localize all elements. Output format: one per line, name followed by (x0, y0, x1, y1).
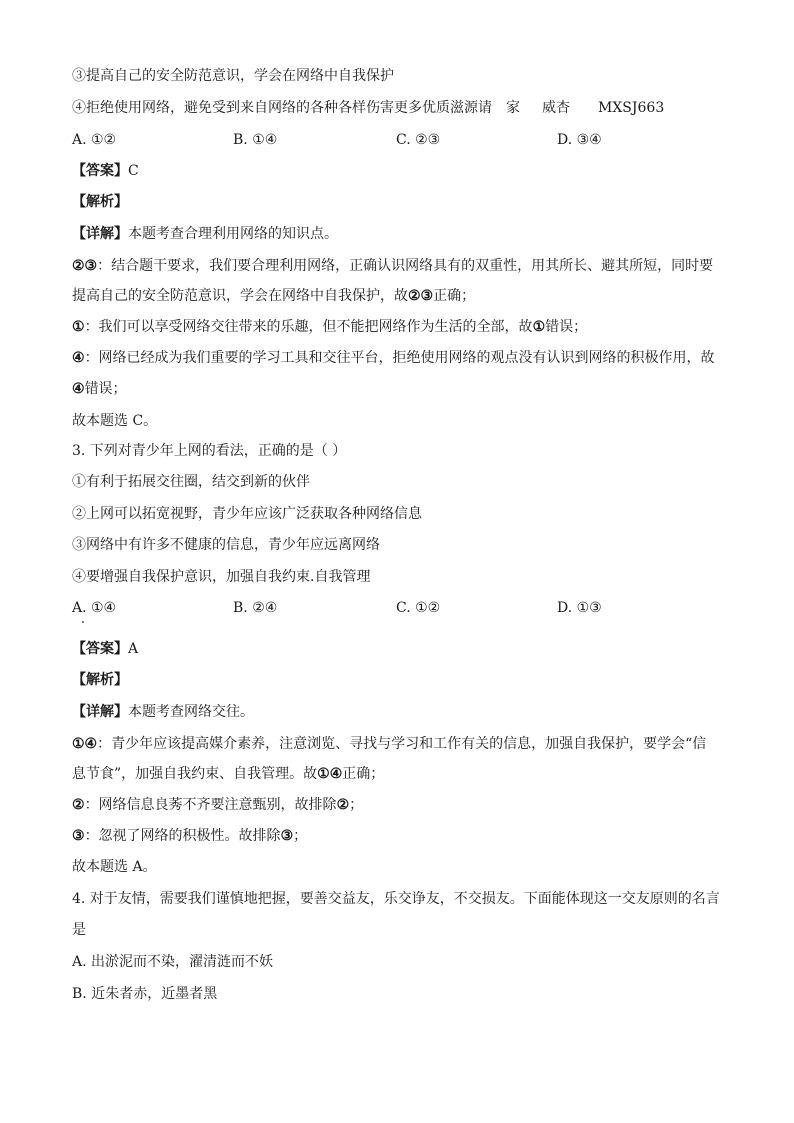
q2-conclusion: 故本题选 C。 (72, 413, 158, 429)
q2-item-4-source-c: MXSJ663 (598, 100, 665, 116)
q2-item-4-source-b: 威杏 (542, 100, 570, 116)
q2-answer-value: C (128, 163, 139, 179)
q2-para-1-text: ：结合题干要求，我们要合理利用网络，正确认识网络具有的双重性，用其所长、避其所短，同时要 (97, 258, 714, 274)
q4-option-b: B. 近朱者赤，近墨者黑 (72, 986, 218, 1002)
stray-dot (82, 621, 84, 623)
q2-option-b: B. ①④ (233, 132, 278, 148)
q3-para-1-line-2-end: 正确； (342, 766, 385, 782)
q2-item-3: ③提高自己的安全防范意识，学会在网络中自我保护 (72, 68, 394, 84)
q2-item-4-text: ④拒绝使用网络，避免受到来自网络的各种各样伤害更多优质滋源请 (72, 100, 492, 116)
q3-para-3-mark-2: ③ (280, 828, 294, 844)
q2-para-1-line-2 (72, 286, 732, 306)
q2-option-d: D. ③④ (557, 132, 602, 148)
q2-para-3-line-1 (72, 348, 732, 368)
q2-option-c: C. ②③ (396, 132, 441, 148)
q4-stem-line-1: 4. 对于友情，需要我们谨慎地把握，要善交益友，乐交诤友，不交损友。下面能体现这一交友原则的名言 (72, 891, 720, 907)
q2-para-3-text: ：网络已经成为我们重要的学习工具和交往平台，拒绝使用网络的观点没有认识到网络的积极作用，故 (84, 350, 715, 366)
q3-stem: 3. 下列对青少年上网的看法，正确的是（ ） (72, 443, 347, 459)
q3-answer-tag: 【答案】 (72, 641, 128, 657)
q2-para-3-mark: ④ (72, 350, 85, 366)
q3-para-2 (72, 795, 732, 815)
q2-answer-tag: 【答案】 (72, 163, 128, 179)
q3-answer-value: A (128, 641, 139, 657)
q3-para-1-line-1 (72, 734, 732, 754)
q3-detail-intro: 本题考查网络交往。 (128, 704, 254, 720)
q4-stem-line-2: 是 (72, 922, 86, 938)
q2-para-1-line-2-mark: ②③ (408, 288, 434, 304)
q2-para-3-line-2-end: 错误； (84, 381, 127, 397)
q3-para-1-line-2-mark: ①④ (317, 766, 343, 782)
q3-para-1-line-2 (72, 764, 732, 784)
q3-para-3-end: ； (293, 828, 308, 844)
q2-detail-tag: 【详解】 (72, 226, 128, 242)
q2-para-3-line-2-mark: ④ (72, 381, 85, 397)
q3-para-3-mark: ③ (72, 828, 85, 844)
q3-option-c: C. ①② (396, 600, 441, 616)
q3-item-4: ④要增强自我保护意识，加强自我约束.自我管理 (72, 569, 371, 585)
q2-analysis-tag: 【解析】 (72, 194, 128, 210)
q3-para-2-mark: ② (72, 797, 85, 813)
q3-option-a: A. ①④ (72, 600, 117, 616)
q2-option-a: A. ①② (72, 132, 117, 148)
q3-para-2-end: ； (349, 797, 364, 813)
q3-detail-tag: 【详解】 (72, 704, 128, 720)
q2-para-2 (72, 317, 732, 337)
q2-para-2-mark-2: ① (532, 319, 546, 335)
q3-para-1-mark: ①④ (72, 736, 98, 752)
q2-answer (72, 161, 732, 181)
q2-para-2-mark: ① (72, 319, 85, 335)
q2-para-1-line-1 (72, 256, 732, 276)
q2-detail-intro: 本题考查合理利用网络的知识点。 (128, 226, 338, 242)
q2-item-4-source-a: 家 (506, 100, 520, 116)
q3-para-3-text: ：忽视了网络的积极性。故排除 (84, 828, 281, 844)
q2-para-3-line-2 (72, 379, 732, 399)
q3-analysis-tag: 【解析】 (72, 672, 128, 688)
q3-conclusion: 故本题选 A。 (72, 859, 157, 875)
q2-para-1-mark: ②③ (72, 258, 98, 274)
q2-para-1-line-2-text: 提高自己的安全防范意识，学会在网络中自我保护，故 (72, 288, 408, 304)
q2-para-2-text: ：我们可以享受网络交往带来的乐趣，但不能把网络作为生活的全部，故 (84, 319, 533, 335)
q3-item-3: ③网络中有许多不健康的信息，青少年应远离网络 (72, 537, 380, 553)
q3-option-b: B. ②④ (233, 600, 278, 616)
q3-para-1-line-2-text: 息节食”，加强自我约束、自我管理。故 (72, 766, 318, 782)
q3-para-2-mark-2: ② (336, 797, 350, 813)
q3-detail (72, 702, 732, 722)
q4-option-a: A. 出淤泥而不染，濯清涟而不妖 (72, 954, 274, 970)
q2-para-2-end: 错误； (545, 319, 588, 335)
q3-item-2: ②上网可以拓宽视野，青少年应该广泛获取各种网络信息 (72, 506, 422, 522)
q3-para-2-text: ：网络信息良莠不齐要注意甄别，故排除 (84, 797, 337, 813)
q3-item-1: ①有利于拓展交往圈，结交到新的伙伴 (72, 474, 310, 490)
q3-para-1-text: ：青少年应该提高媒介素养，注意浏览、寻找与学习和工作有关的信息，加强自我保护，要学会“信 (97, 736, 707, 752)
q3-para-3 (72, 826, 732, 846)
q3-option-d: D. ①③ (557, 600, 602, 616)
q3-answer (72, 639, 732, 659)
q2-item-4 (72, 98, 732, 118)
q2-detail (72, 224, 732, 244)
q2-para-1-line-2-end: 正确； (433, 288, 476, 304)
